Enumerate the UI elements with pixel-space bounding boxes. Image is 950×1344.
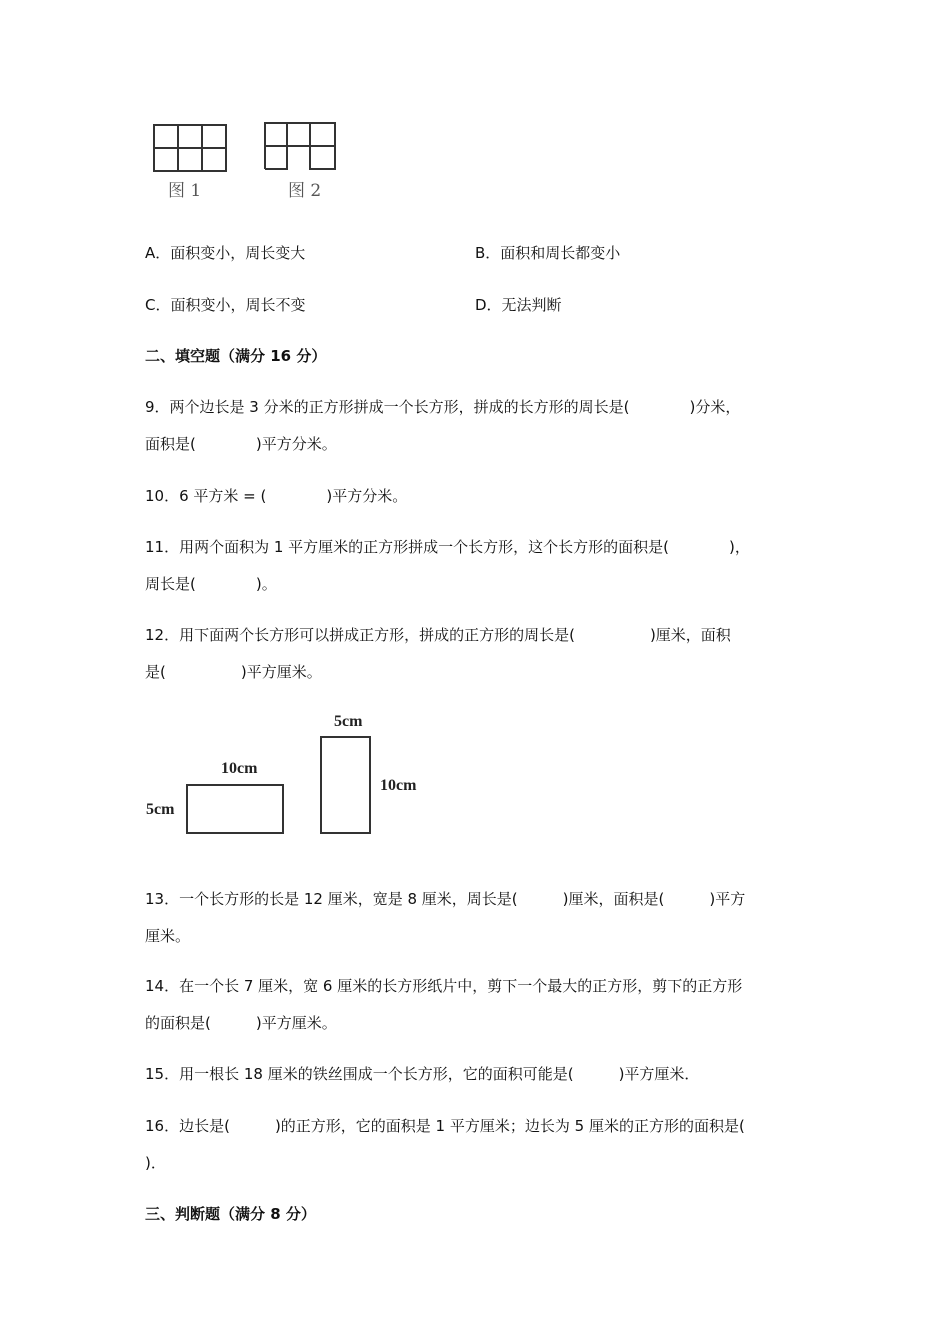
figure-1-grid [153, 124, 229, 174]
question-12-line2: 是( )平方厘米。 [145, 663, 322, 681]
question-11-line2: 周长是( )。 [145, 575, 277, 593]
rect1-side-label: 5cm [146, 801, 175, 818]
option-a: A．面积变小，周长变大 [145, 244, 306, 262]
rect2-side-label: 10cm [380, 777, 417, 794]
question-13-line2: 厘米。 [145, 927, 191, 945]
question-14-line2: 的面积是( )平方厘米。 [145, 1014, 337, 1032]
section-3-title: 三、判断题（满分 8 分） [145, 1205, 316, 1223]
option-d: D．无法判断 [475, 296, 562, 314]
question-9-line2: 面积是( )平方分米。 [145, 435, 337, 453]
figure-1-label: 图 1 [168, 181, 202, 201]
rect2-shape [320, 736, 373, 835]
figure-2-label: 图 2 [288, 181, 322, 201]
question-10: 10．6 平方米 = ( )平方分米。 [145, 487, 408, 505]
question-16-line1: 16．边长是( )的正方形，它的面积是 1 平方厘米；边长为 5 厘米的正方形的面积是( [145, 1117, 745, 1135]
question-12-line1: 12．用下面两个长方形可以拼成正方形，拼成的正方形的周长是( )厘米，面积 [145, 626, 731, 644]
figure-2-grid [264, 122, 338, 172]
rect1-shape [186, 784, 286, 836]
option-c: C．面积变小，周长不变 [145, 296, 306, 314]
question-16-line2: )． [145, 1154, 166, 1172]
question-15: 15．用一根长 18 厘米的铁丝围成一个长方形，它的面积可能是( )平方厘米． [145, 1065, 700, 1083]
rect1-top-label: 10cm [221, 760, 258, 777]
rect2-top-label: 5cm [334, 713, 363, 730]
question-11-line1: 11．用两个面积为 1 平方厘米的正方形拼成一个长方形，这个长方形的面积是( )， [145, 538, 750, 556]
section-2-title: 二、填空题（满分 16 分） [145, 347, 327, 365]
option-b: B．面积和周长都变小 [475, 244, 621, 262]
question-13-line1: 13．一个长方形的长是 12 厘米，宽是 8 厘米，周长是( )厘米，面积是( )平方 [145, 890, 746, 908]
question-14-line1: 14．在一个长 7 厘米，宽 6 厘米的长方形纸片中，剪下一个最大的正方形，剪下的正方形 [145, 977, 743, 995]
question-9-line1: 9．两个边长是 3 分米的正方形拼成一个长方形，拼成的长方形的周长是( )分米， [145, 398, 741, 416]
